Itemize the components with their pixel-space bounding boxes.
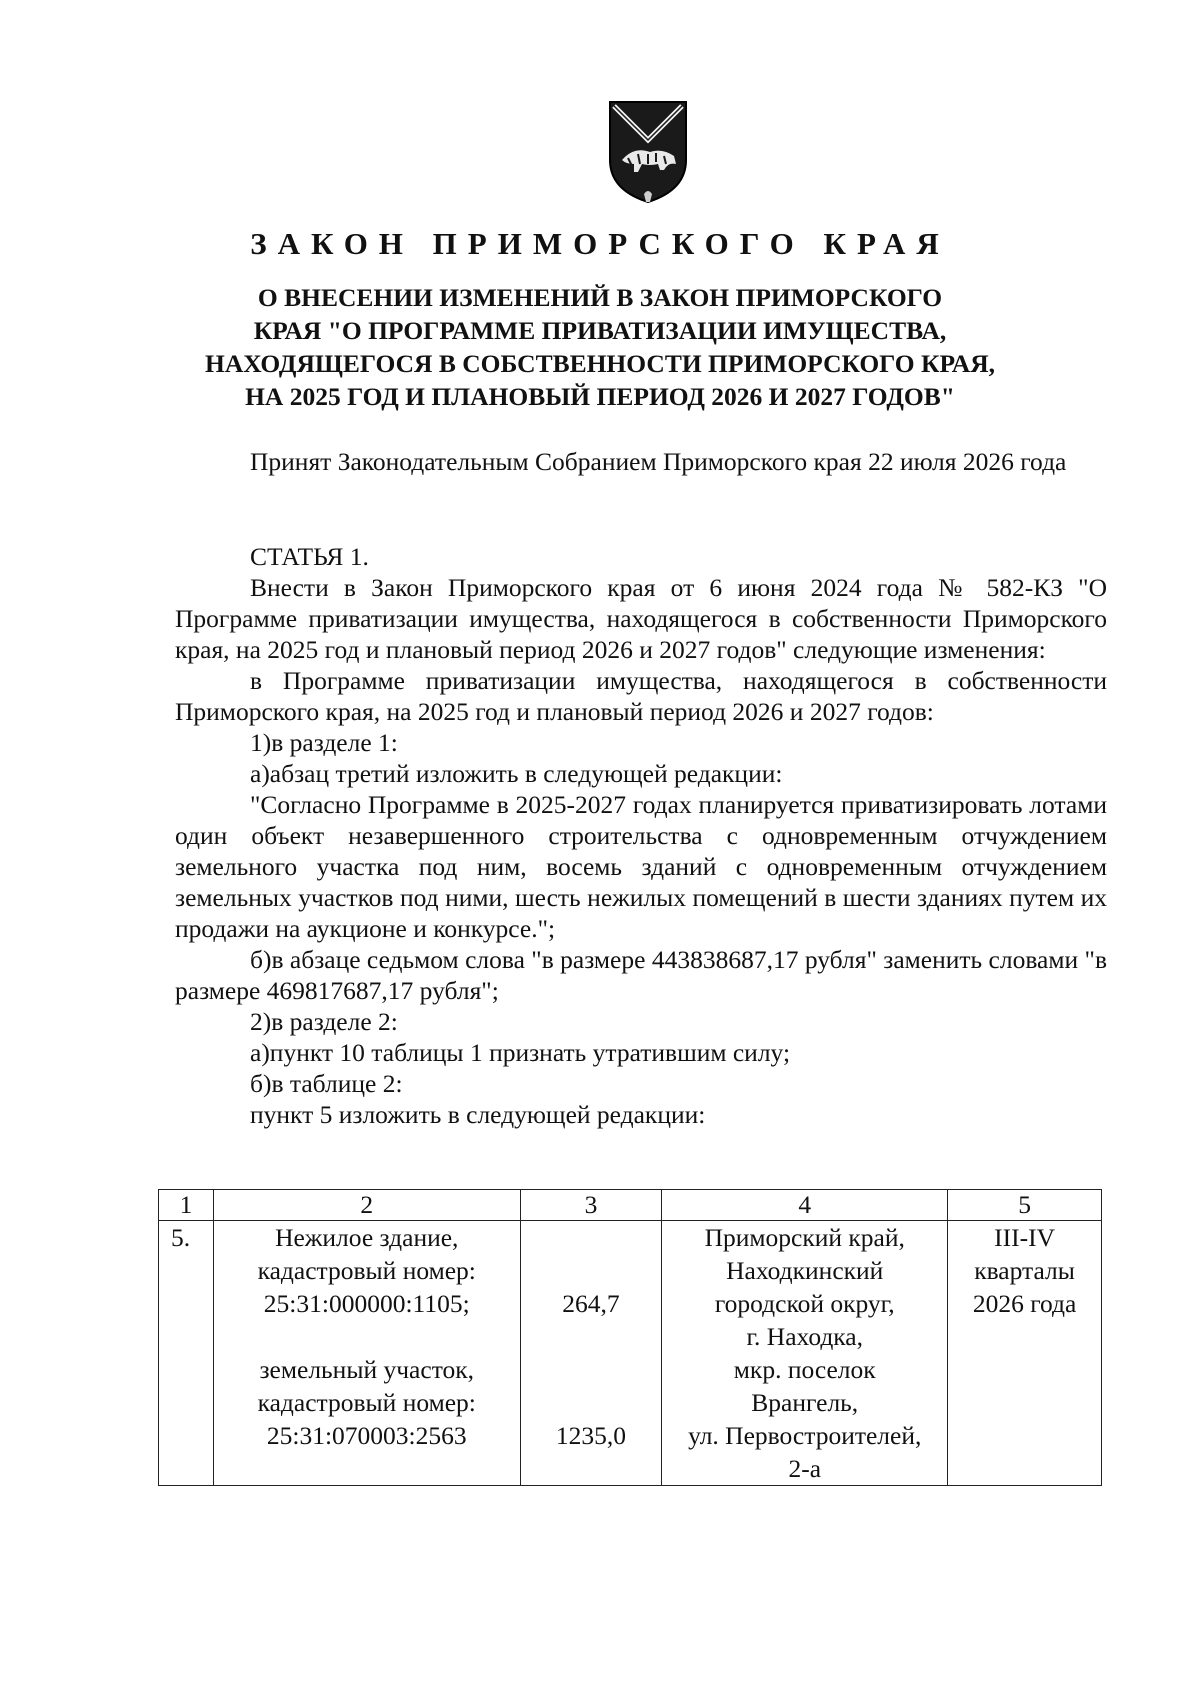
- law-subtitle: [150, 281, 1050, 413]
- area-cell: [520, 1221, 662, 1486]
- paragraph: б)в таблице 2:: [250, 1069, 403, 1098]
- coat-of-arms-emblem-icon: [604, 98, 692, 206]
- cell-line: земельный участок,: [259, 1355, 475, 1384]
- cell-line: 2026 года: [972, 1289, 1077, 1318]
- cell-line: мкр. поселок: [733, 1355, 876, 1384]
- subtitle-line: НА 2025 ГОД И ПЛАНОВЫЙ ПЕРИОД 2026 И 2027 ГОДОВ": [245, 382, 955, 411]
- cell-line: Находкинский: [726, 1256, 884, 1285]
- cell-line: Врангель,: [751, 1388, 859, 1417]
- cell-line: 2-а: [788, 1454, 822, 1483]
- term-cell: [948, 1221, 1102, 1486]
- paragraph: Внести в Закон Приморского края от 6 июня 2024 года № 582-КЗ "О Программе приватизации имущества, находящегося в собственности Приморского края, на 2025 год и плановый период 2026 и 2027 годов" следующие изменения:: [175, 573, 1107, 664]
- table-header-cell: 2: [213, 1190, 520, 1221]
- cell-line: ул. Первостроителей,: [688, 1421, 922, 1450]
- adoption-text: Принят Законодательным Собранием Приморского края 22 июля 2026 года: [250, 447, 1067, 476]
- paragraph: б)в абзаце седьмом слова "в размере 443838687,17 рубля" заменить словами "в размере 469817687,17 рубля";: [175, 945, 1107, 1005]
- cell-gap: [525, 1254, 658, 1287]
- cell-line: III-IV: [994, 1223, 1055, 1252]
- cell-line: Нежилое здание,: [275, 1223, 459, 1252]
- table-header-cell: 4: [662, 1190, 948, 1221]
- table-header-cell: 3: [520, 1190, 662, 1221]
- table-header-cell: 1: [159, 1190, 214, 1221]
- area-value: 264,7: [562, 1289, 620, 1318]
- paragraph: 1)в разделе 1:: [250, 728, 398, 757]
- cell-line: г. Находка,: [746, 1322, 863, 1351]
- subtitle-line: КРАЯ "О ПРОГРАММЕ ПРИВАТИЗАЦИИ ИМУЩЕСТВА,: [253, 316, 947, 345]
- table-header-row: [159, 1190, 1102, 1221]
- cell-gap: [525, 1221, 658, 1254]
- privatization-table: [158, 1189, 1102, 1486]
- adoption-note: [175, 446, 1107, 477]
- law-title: ЗАКОН ПРИМОРСКОГО КРАЯ: [250, 226, 950, 261]
- object-name-cell: [213, 1221, 520, 1486]
- cell-line: кварталы: [974, 1256, 1075, 1285]
- subtitle-line: О ВНЕСЕНИИ ИЗМЕНЕНИЙ В ЗАКОН ПРИМОРСКОГО: [257, 283, 943, 312]
- cell-line: 25:31:070003:2563: [266, 1421, 467, 1450]
- cell-gap: [218, 1320, 516, 1353]
- subtitle-line: НАХОДЯЩЕГОСЯ В СОБСТВЕННОСТИ ПРИМОРСКОГО КРАЯ,: [204, 349, 995, 378]
- article-body: [175, 541, 1107, 1130]
- cell-line: 25:31:000000:1105;: [263, 1289, 470, 1318]
- cell-line: Приморский край,: [704, 1223, 905, 1252]
- cell-gap: [525, 1353, 658, 1386]
- cell-gap: [525, 1386, 658, 1419]
- cell-gap: [525, 1320, 658, 1353]
- paragraph: 2)в разделе 2:: [250, 1007, 398, 1036]
- address-cell: [662, 1221, 948, 1486]
- article-heading: СТАТЬЯ 1.: [250, 542, 369, 571]
- cell-line: кадастровый номер:: [257, 1256, 476, 1285]
- cell-line: городской округ,: [714, 1289, 895, 1318]
- cell-line: кадастровый номер:: [257, 1388, 476, 1417]
- table-row: [159, 1221, 1102, 1486]
- paragraph: "Согласно Программе в 2025-2027 годах планируется приватизировать лотами один объект незавершенного строительства с одновременным отчуждением земельного участка под ним, восемь зданий с одновременным отчуждением земельных участков под ними, шесть нежилых помещений в шести зданиях путем их продажи на аукционе и конкурсе.";: [175, 790, 1107, 943]
- area-value: 1235,0: [555, 1421, 627, 1450]
- paragraph: а)пункт 10 таблицы 1 признать утратившим силу;: [250, 1038, 791, 1067]
- table-header-cell: 5: [948, 1190, 1102, 1221]
- row-number: 5.: [159, 1221, 214, 1486]
- paragraph: в Программе приватизации имущества, находящегося в собственности Приморского края, на 2025 год и плановый период 2026 и 2027 годов:: [175, 666, 1107, 726]
- paragraph: а)абзац третий изложить в следующей редакции:: [250, 759, 783, 788]
- paragraph: пункт 5 изложить в следующей редакции:: [250, 1100, 706, 1129]
